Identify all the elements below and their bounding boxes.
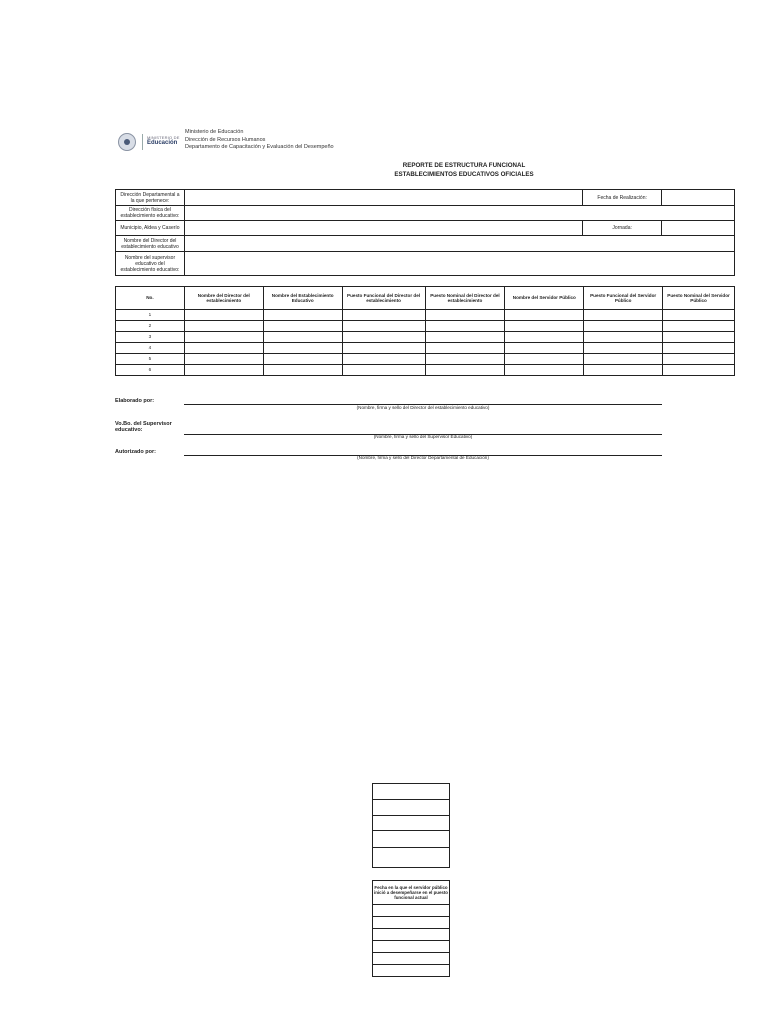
col-header-puesto-funcional-director: Puesto Funcional del Director del establecimiento: [342, 287, 425, 310]
table-cell[interactable]: [425, 343, 505, 354]
table-cell[interactable]: [505, 310, 584, 321]
table-cell[interactable]: [663, 365, 735, 376]
table-cell[interactable]: [373, 917, 450, 929]
table-row: [116, 332, 735, 343]
table-cell[interactable]: [184, 365, 263, 376]
col-header-nombre-director: Nombre del Director del establecimiento: [184, 287, 263, 310]
table-cell[interactable]: [342, 332, 425, 343]
table-header-row: [116, 287, 735, 310]
label-fecha-realizacion: Fecha de Realización:: [583, 190, 662, 206]
table-cell[interactable]: [505, 332, 584, 343]
table-cell[interactable]: [505, 354, 584, 365]
table-cell[interactable]: [373, 953, 450, 965]
table-cell[interactable]: [184, 343, 263, 354]
header-line-departamento: Departamento de Capacitación y Evaluación del Desempeño: [185, 144, 334, 150]
logo-educacion-text: Educación: [147, 140, 178, 146]
col-header-puesto-nominal-servidor: Puesto Nominal del Servidor Público: [663, 287, 735, 310]
table-cell[interactable]: [263, 343, 342, 354]
table-cell[interactable]: [663, 343, 735, 354]
table-cell[interactable]: [425, 332, 505, 343]
caption-vobo: (Nombre, firma y sello del Supervisor Educativo): [373, 434, 473, 439]
col-header-puesto-nominal-director: Puesto Nominal del Director del establecimiento: [425, 287, 505, 310]
label-direccion-departamental: Dirección Departamental a la que pertenece:: [116, 190, 185, 206]
table-cell[interactable]: [584, 310, 663, 321]
logo-ministerio-text: MINISTERIO DE: [147, 135, 180, 140]
field-direccion-fisica[interactable]: [184, 206, 734, 221]
row-number: 3: [116, 332, 185, 343]
table-cell[interactable]: [342, 310, 425, 321]
fecha-inicio-header: Fecha en la que el servidor público inició a desempeñarse en el puesto funcional actual: [373, 881, 450, 905]
table-cell[interactable]: [425, 354, 505, 365]
table-cell[interactable]: [425, 310, 505, 321]
seal-icon: [118, 133, 136, 151]
box-rule: [373, 799, 449, 800]
box-rule: [373, 815, 449, 816]
table-cell[interactable]: [263, 321, 342, 332]
table-cell[interactable]: [663, 310, 735, 321]
row-number: 5: [116, 354, 185, 365]
table-cell[interactable]: [584, 332, 663, 343]
table-row: [116, 365, 735, 376]
table-cell[interactable]: [263, 354, 342, 365]
ministry-logo: [118, 132, 182, 152]
table-row: [116, 343, 735, 354]
label-nombre-director: Nombre del Director del establecimiento educativo: [116, 236, 185, 252]
caption-elaborado: (Nombre, firma y sello del Director del establecimiento educativo): [356, 405, 490, 410]
table-cell[interactable]: [184, 332, 263, 343]
table-cell[interactable]: [505, 343, 584, 354]
col-header-no: No.: [116, 287, 185, 310]
box-rule: [373, 847, 449, 848]
table-cell[interactable]: [263, 365, 342, 376]
lower-empty-box: [372, 783, 450, 868]
table-cell[interactable]: [373, 941, 450, 953]
report-title: REPORTE DE ESTRUCTURA FUNCIONAL: [402, 162, 526, 169]
label-nombre-supervisor: Nombre del supervisor educativo del establecimiento educativo:: [116, 252, 185, 276]
fecha-inicio-table: [372, 880, 450, 977]
row-number: 6: [116, 365, 185, 376]
table-cell[interactable]: [184, 310, 263, 321]
table-cell[interactable]: [184, 321, 263, 332]
field-fecha-realizacion[interactable]: [662, 190, 735, 206]
table-cell[interactable]: [584, 321, 663, 332]
table-cell[interactable]: [505, 365, 584, 376]
table-cell[interactable]: [342, 365, 425, 376]
table-cell[interactable]: [663, 354, 735, 365]
box-rule: [373, 830, 449, 831]
field-jornada[interactable]: [662, 221, 735, 236]
table-row: [116, 310, 735, 321]
header-lines: [185, 129, 334, 152]
col-header-puesto-funcional-servidor: Puesto Funcional del Servidor Público: [584, 287, 663, 310]
header-line-direccion: Dirección de Recursos Humanos: [185, 136, 266, 143]
table-cell[interactable]: [342, 354, 425, 365]
caption-autorizado: (Nombre, firma y sello del Director Departamental de Educación): [357, 455, 489, 460]
label-vobo: Vo.Bo. del Supervisor educativo:: [115, 421, 172, 433]
report-subtitle: ESTABLECIMIENTOS EDUCATIVOS OFICIALES: [394, 171, 534, 178]
row-number: 2: [116, 321, 185, 332]
table-cell[interactable]: [342, 343, 425, 354]
table-cell[interactable]: [584, 365, 663, 376]
field-nombre-supervisor[interactable]: [184, 252, 734, 276]
table-row: [116, 354, 735, 365]
table-cell[interactable]: [425, 365, 505, 376]
table-cell[interactable]: [663, 332, 735, 343]
label-municipio: Municipio, Aldea y Caserío: [116, 221, 185, 236]
table-cell[interactable]: [342, 321, 425, 332]
field-nombre-director[interactable]: [184, 236, 734, 252]
row-number: 1: [116, 310, 185, 321]
table-cell[interactable]: [263, 332, 342, 343]
col-header-nombre-servidor: Nombre del Servidor Público: [505, 287, 584, 310]
label-elaborado: Elaborado por:: [115, 398, 155, 404]
label-jornada: Jornada:: [583, 221, 662, 236]
field-direccion-departamental[interactable]: [184, 190, 582, 206]
logo-divider: [142, 134, 143, 150]
table-cell[interactable]: [373, 965, 450, 977]
table-cell[interactable]: [184, 354, 263, 365]
table-cell[interactable]: [505, 321, 584, 332]
col-header-nombre-establecimiento: Nombre del Establecimiento Educativo: [263, 287, 342, 310]
label-autorizado: Autorizado por:: [115, 449, 156, 455]
staff-table: [115, 286, 735, 376]
table-cell[interactable]: [584, 343, 663, 354]
table-cell[interactable]: [584, 354, 663, 365]
table-row: [116, 321, 735, 332]
table-cell[interactable]: [373, 929, 450, 941]
info-table: [115, 189, 735, 276]
table-cell[interactable]: [263, 310, 342, 321]
table-cell[interactable]: [663, 321, 735, 332]
row-number: 4: [116, 343, 185, 354]
table-cell[interactable]: [373, 905, 450, 917]
label-direccion-fisica: Dirección física del establecimiento educativo:: [116, 206, 185, 221]
table-cell[interactable]: [425, 321, 505, 332]
header-line-ministerio: Ministerio de Educación: [185, 129, 244, 135]
field-municipio[interactable]: [184, 221, 582, 236]
